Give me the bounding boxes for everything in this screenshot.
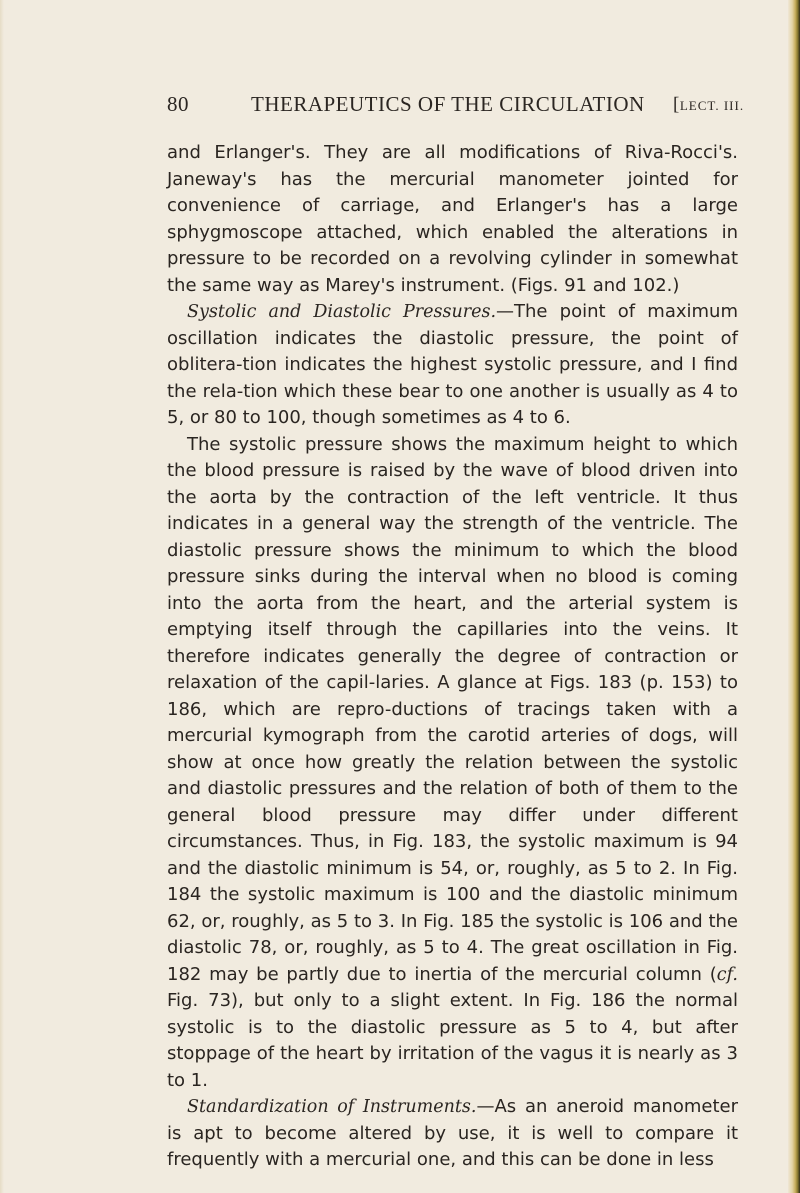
paragraph-standardization [167, 1094, 738, 1174]
lecture-reference [673, 94, 744, 116]
paragraph-text: —As an aneroid manometer is apt to become altered by use, it is well to compare it frequently with a mercurial one, and this can be done in less [167, 1096, 738, 1170]
page-edge-binding [788, 0, 800, 1193]
paragraph-text: —The point of maximum oscillation indicates the diastolic pressure, the point of oblitera-tion indicates the highest systolic pressure, and I find the rela-tion which these bear to one another is usually as 4 to 5, or 80 to 100, though sometimes as 4 to 6. [167, 301, 738, 428]
section-heading-systolic-diastolic: Systolic and Diastolic Pressures. [187, 302, 497, 322]
paragraph-text-end: Fig. 73), but only to a slight extent. In Fig. 186 the normal systolic is to the diastolic pressure as 5 to 4, but after stoppage of the heart by irritation of the vagus it is nearly as 3 to 1. [167, 990, 738, 1091]
page-left-shadow [0, 0, 4, 1193]
running-title: THERAPEUTICS OF THE CIRCULATION [251, 92, 645, 116]
cf-abbreviation: cf. [716, 964, 738, 985]
body-text [167, 140, 738, 1174]
paragraph-text: The systolic pressure shows the maximum height to which the blood pressure is raised by the wave of blood driven into the aorta by the contraction of the left ventricle. It thus indicates in a general way the strength of the ventricle. The diastolic pressure shows the minimum to which the blood pressure sinks during the interval when no blood is coming into the aorta from the heart, and the arterial system is emptying itself through the capillaries into the veins. It therefore indicates generally the degree of contraction or relaxation of the capil-laries. A glance at Figs. 183 (p. 153) to 186, which are repro-ductions of tracings taken with a mercurial kymograph from the carotid arteries of dogs, will show at once how greatly the relation between the systolic and diastolic pressures and the relation of both of them to the general blood pressure may differ under different circumstances. Thus, in Fig. 183, the systolic maximum is 94 and the diastolic minimum is 54, or, roughly, as 5 to 2. In Fig. 184 the systolic maximum is 100 and the diastolic minimum 62, or, roughly, as 5 to 3. In Fig. 185 the systolic is 106 and the diastolic 78, or, roughly, as 5 to 4. The great oscillation in Fig. 182 may be partly due to inertia of the mercurial column ( [167, 433, 738, 985]
paragraph-systolic-explanation [167, 432, 738, 1095]
lecture-label: LECT. III. [679, 98, 745, 113]
lecture-bracket: [ [673, 94, 680, 115]
paragraph-systolic-diastolic [167, 299, 738, 432]
running-header [167, 92, 747, 122]
section-heading-standardization: Standardization of Instruments. [187, 1097, 477, 1117]
paragraph-continuation: and Erlanger's. They are all modifications of Riva-Rocci's. Janeway's has the mercurial manometer jointed for convenience of carriage, and Erlanger's has a large sphygmoscope attached, which enabled the alterations in pressure to be recorded on a revolving cylinder in somewhat the same way as Marey's instrument. (Figs. 91 and 102.) [167, 142, 738, 296]
page-number: 80 [167, 92, 189, 116]
